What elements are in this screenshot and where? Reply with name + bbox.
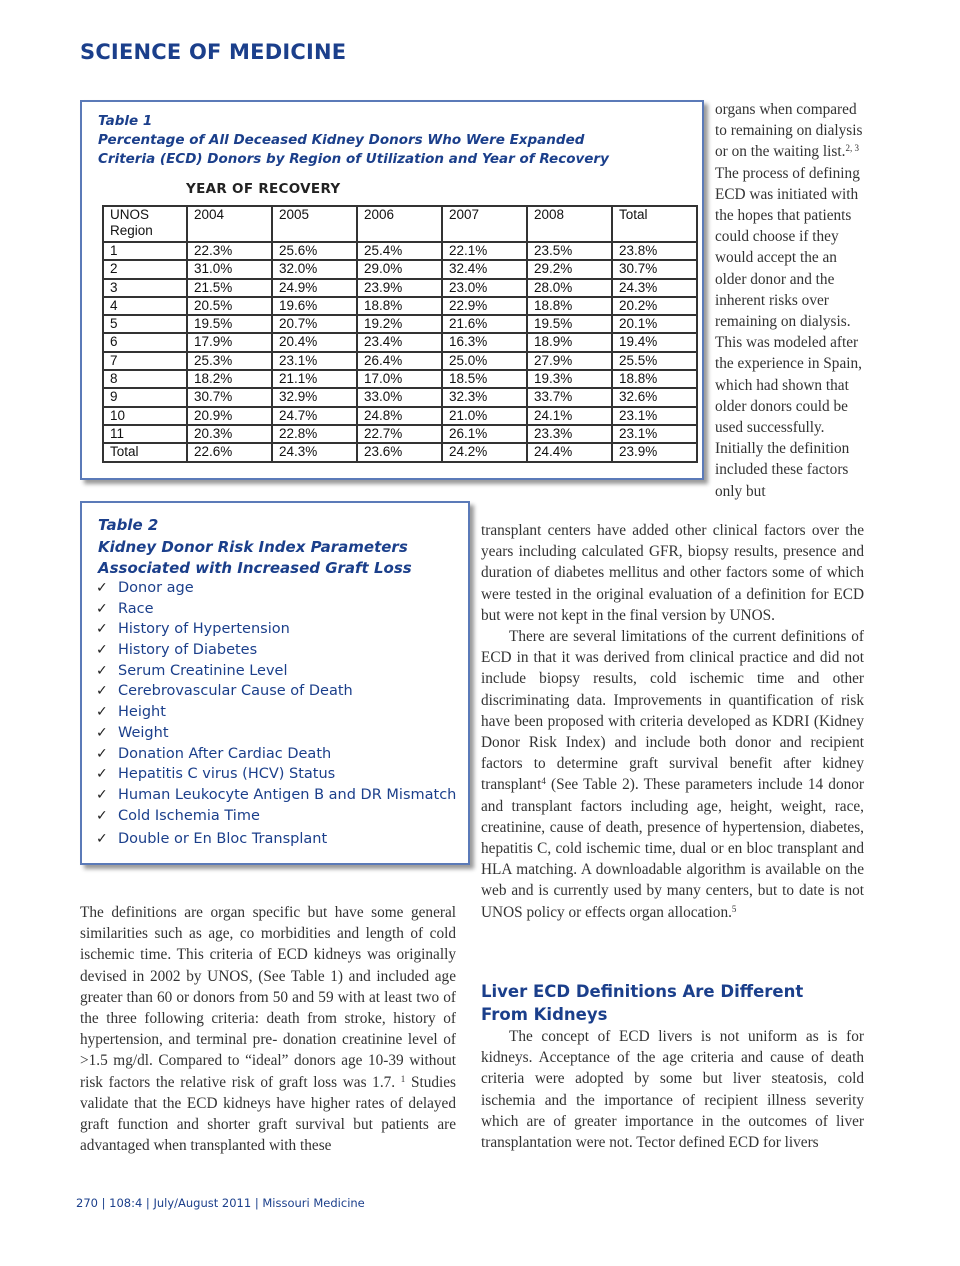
percentage-cell: 24.3% [612, 279, 697, 297]
liver-section-heading [481, 980, 803, 1026]
percentage-cell: 28.0% [527, 279, 612, 297]
table1-box [80, 100, 704, 480]
left-column-text [80, 902, 456, 1156]
table-row [103, 407, 697, 425]
table-row [103, 388, 697, 406]
region-cell: 8 [103, 370, 187, 388]
table-row [103, 333, 697, 351]
percentage-cell: 23.6% [357, 443, 442, 461]
percentage-cell: 19.3% [527, 370, 612, 388]
percentage-cell: 20.5% [187, 297, 272, 315]
risk-parameter-label: Double or En Bloc Transplant [118, 831, 328, 848]
percentage-cell: 24.4% [527, 443, 612, 461]
region-cell: 6 [103, 333, 187, 351]
ref-superscript: 1 [400, 1073, 406, 1084]
percentage-cell: 25.3% [187, 352, 272, 370]
paragraph-text: The definitions are organ specific but have some general similarities such as age, co morbidities and length of cold ischemic time. This criteria of ECD kidneys was originally devised in 2002 by UNOS, (See Table 1) and included age greater than 60 or donors from 50 and 59 with at least two of the three following criteria: death from stroke, history of hypertension, and terminal pre- donation creatinine level of >1.5 mg/dl. Compared to “ideal” donors age 10-39 without risk factors the relative risk of graft loss was 1.7. [80, 904, 456, 1091]
table2-box [80, 501, 470, 865]
col-header-region-line1: UNOS [110, 207, 150, 222]
risk-parameter-item [96, 723, 456, 744]
col-header: 2005 [272, 206, 357, 242]
checkmark-icon: ✓ [96, 745, 108, 762]
percentage-cell: 24.2% [442, 443, 527, 461]
risk-parameter-item [96, 640, 456, 661]
percentage-cell: 33.0% [357, 388, 442, 406]
paragraph-text: Studies validate that the ECD kidneys have higher rates of delayed graft function and shorter graft survival but patients are advantaged when transplanted with these [80, 1073, 457, 1155]
percentage-cell: 31.0% [187, 260, 272, 278]
region-cell: 9 [103, 388, 187, 406]
ref-superscript: 5 [731, 903, 737, 914]
risk-parameter-label: Donor age [118, 580, 194, 596]
risk-parameter-label: Race [118, 600, 154, 617]
percentage-cell: 20.2% [612, 297, 697, 315]
percentage-cell: 22.7% [357, 425, 442, 443]
percentage-cell: 25.4% [357, 242, 442, 260]
percentage-cell: 29.0% [357, 260, 442, 278]
percentage-cell: 24.3% [272, 443, 357, 461]
region-cell: 7 [103, 352, 187, 370]
paragraph-text: (See Table 2). These parameters include 14 donor and transplant factors including age, height, weight, race, creatinine, cause of death, presence of hypertension, diabetes, hepatitis C, cold ischemic time, dual or en bloc transplant and HLA matching. A downloadable algorithm is available on the web and is currently used by many centers, but to date is not UNOS policy or effects organ allocation. [481, 776, 864, 921]
risk-parameter-label: Serum Creatinine Level [118, 662, 288, 679]
percentage-cell: 18.8% [527, 297, 612, 315]
checkmark-icon: ✓ [96, 724, 108, 741]
risk-parameter-item [96, 578, 456, 599]
table-row [103, 297, 697, 315]
risk-parameter-item [96, 806, 456, 827]
percentage-cell: 26.1% [442, 425, 527, 443]
percentage-cell: 17.0% [357, 370, 442, 388]
risk-parameter-label: Weight [118, 724, 169, 741]
table-row [103, 315, 697, 333]
risk-parameter-label: Cerebrovascular Cause of Death [118, 683, 353, 700]
page-footer: 270 | 108:4 | July/August 2011 | Missouri Medicine [76, 1196, 365, 1210]
percentage-cell: 23.3% [527, 425, 612, 443]
table2-caption [98, 515, 412, 580]
risk-parameter-label: History of Diabetes [118, 642, 258, 659]
risk-parameter-list [96, 578, 456, 850]
table1-caption [98, 112, 609, 169]
percentage-cell: 32.0% [272, 260, 357, 278]
checkmark-icon: ✓ [96, 807, 108, 824]
liver-heading-line2: From Kidneys [481, 1005, 608, 1024]
percentage-cell: 23.0% [442, 279, 527, 297]
percentage-cell: 18.2% [187, 370, 272, 388]
percentage-cell: 19.4% [612, 333, 697, 351]
risk-parameter-item [96, 619, 456, 640]
percentage-cell: 33.7% [527, 388, 612, 406]
percentage-cell: 21.5% [187, 279, 272, 297]
percentage-cell: 24.1% [527, 407, 612, 425]
table1-title-line2: Criteria (ECD) Donors by Region of Utilization and Year of Recovery [98, 151, 609, 167]
risk-parameter-item [96, 599, 456, 620]
percentage-cell: 20.1% [612, 315, 697, 333]
paragraph-text: There are several limitations of the current definitions of ECD in that it was derived from clinical practice and did not include biopsy results, cold ischemic time and other discriminating data. Improvements in quantification of risk have been proposed with criteria developed as KDRI (Kidney Donor Risk Index) and include both donor and recipient factors to determine graft survival benefit after kidney transplant [481, 628, 864, 794]
percentage-cell: 18.8% [612, 370, 697, 388]
percentage-cell: 23.9% [357, 279, 442, 297]
risk-parameter-item [96, 744, 456, 765]
percentage-cell: 18.8% [357, 297, 442, 315]
checkmark-icon: ✓ [96, 766, 108, 783]
table1-label: Table 1 [98, 113, 153, 129]
percentage-cell: 19.5% [187, 315, 272, 333]
col-header: 2008 [527, 206, 612, 242]
right-column-text [481, 520, 864, 923]
percentage-cell: 23.5% [527, 242, 612, 260]
percentage-cell: 21.0% [442, 407, 527, 425]
ref-superscript: 4 [541, 776, 546, 787]
percentage-cell: 22.6% [187, 443, 272, 461]
percentage-cell: 32.4% [442, 260, 527, 278]
percentage-cell: 18.9% [527, 333, 612, 351]
checkmark-icon: ✓ [96, 621, 108, 638]
right-top-text-continued: The process of defining ECD was initiated with the hopes that patients could choose if they would accept the an older donor and the inherent risks over remaining on dialysis. This was modeled after the experience in Spain, which had shown that older donors could be used successfully. Initially the definition included these factors only but [715, 164, 862, 500]
percentage-cell: 24.9% [272, 279, 357, 297]
percentage-cell: 20.9% [187, 407, 272, 425]
risk-parameter-label: Hepatitis C virus (HCV) Status [118, 766, 336, 783]
table-row [103, 242, 697, 260]
table-row [103, 443, 697, 461]
risk-parameter-label: Human Leukocyte Antigen B and DR Mismatch [118, 786, 457, 803]
risk-parameter-label: Cold Ischemia Time [118, 807, 260, 824]
percentage-cell: 32.3% [442, 388, 527, 406]
percentage-cell: 16.3% [442, 333, 527, 351]
percentage-cell: 32.6% [612, 388, 697, 406]
risk-parameter-item [96, 661, 456, 682]
percentage-cell: 21.1% [272, 370, 357, 388]
table2-title-line2: Associated with Increased Graft Loss [98, 559, 412, 577]
table-header-row [103, 206, 697, 242]
col-header: Total [612, 206, 697, 242]
paragraph: transplant centers have added other clinical factors over the years including calculated GFR, biopsy results, presence and duration of diabetes mellitus and other factors some of which were tested in the original evaluation of a definition for ECD but were not kept in the final version by UNOS. [481, 522, 864, 624]
section-header: SCIENCE OF MEDICINE [80, 40, 347, 64]
percentage-cell: 23.1% [612, 425, 697, 443]
liver-heading-line1: Liver ECD Definitions Are Different [481, 982, 804, 1001]
percentage-cell: 20.4% [272, 333, 357, 351]
percentage-cell: 19.5% [527, 315, 612, 333]
year-of-recovery-heading: YEAR OF RECOVERY [186, 181, 341, 197]
paragraph [481, 626, 864, 923]
percentage-cell: 24.8% [357, 407, 442, 425]
risk-parameter-item [96, 681, 456, 702]
checkmark-icon: ✓ [96, 662, 108, 679]
table-row [103, 370, 697, 388]
percentage-cell: 22.9% [442, 297, 527, 315]
liver-section-text [481, 1026, 864, 1153]
percentage-cell: 22.3% [187, 242, 272, 260]
checkmark-icon: ✓ [96, 831, 108, 848]
percentage-cell: 25.0% [442, 352, 527, 370]
percentage-cell: 30.7% [612, 260, 697, 278]
percentage-cell: 32.9% [272, 388, 357, 406]
percentage-cell: 18.5% [442, 370, 527, 388]
percentage-cell: 22.1% [442, 242, 527, 260]
table-row [103, 352, 697, 370]
risk-parameter-item [96, 785, 456, 806]
percentage-cell: 19.2% [357, 315, 442, 333]
right-top-text: organs when compared to remaining on dialysis or on the waiting list. [715, 101, 863, 161]
risk-parameter-item [96, 764, 456, 785]
percentage-cell: 17.9% [187, 333, 272, 351]
checkmark-icon: ✓ [96, 786, 108, 803]
table-row [103, 425, 697, 443]
region-cell: 10 [103, 407, 187, 425]
region-cell: 11 [103, 425, 187, 443]
table-row [103, 279, 697, 297]
ecd-table [102, 205, 698, 463]
percentage-cell: 25.6% [272, 242, 357, 260]
risk-parameter-item [96, 702, 456, 723]
table2-label: Table 2 [98, 516, 159, 534]
paragraph: The concept of ECD livers is not uniform as is for kidneys. Acceptance of the age criteria and cause of death criteria were adopted by some but liver steatosis, cold ischemia and the importance of recipient illness severity which are of greater importance in the outcomes of liver transplantation were not. Tector defined ECD for livers [481, 1028, 864, 1152]
checkmark-icon: ✓ [96, 642, 108, 659]
risk-parameter-label: History of Hypertension [118, 621, 290, 638]
checkmark-icon: ✓ [96, 683, 108, 700]
region-cell: 4 [103, 297, 187, 315]
percentage-cell: 19.6% [272, 297, 357, 315]
percentage-cell: 23.9% [612, 443, 697, 461]
right-column-top-text [715, 99, 865, 502]
percentage-cell: 20.3% [187, 425, 272, 443]
percentage-cell: 23.4% [357, 333, 442, 351]
region-cell: 1 [103, 242, 187, 260]
ref-superscript: 2, 3 [845, 143, 859, 154]
table-row [103, 260, 697, 278]
percentage-cell: 22.8% [272, 425, 357, 443]
col-header-region-line2: Region [110, 223, 153, 238]
risk-parameter-item [96, 829, 456, 850]
region-cell: 3 [103, 279, 187, 297]
col-header: 2004 [187, 206, 272, 242]
percentage-cell: 26.4% [357, 352, 442, 370]
percentage-cell: 24.7% [272, 407, 357, 425]
percentage-cell: 25.5% [612, 352, 697, 370]
percentage-cell: 23.8% [612, 242, 697, 260]
region-cell: 2 [103, 260, 187, 278]
percentage-cell: 23.1% [612, 407, 697, 425]
table1-title-line1: Percentage of All Deceased Kidney Donors Who Were Expanded [98, 132, 585, 148]
paragraph [80, 902, 456, 1156]
percentage-cell: 20.7% [272, 315, 357, 333]
region-cell: Total [103, 443, 187, 461]
col-header-region [103, 206, 187, 242]
risk-parameter-label: Donation After Cardiac Death [118, 745, 332, 762]
percentage-cell: 21.6% [442, 315, 527, 333]
checkmark-icon: ✓ [96, 580, 108, 596]
checkmark-icon: ✓ [96, 704, 108, 721]
table2-title-line1: Kidney Donor Risk Index Parameters [98, 537, 408, 556]
region-cell: 5 [103, 315, 187, 333]
checkmark-icon: ✓ [96, 600, 108, 617]
percentage-cell: 27.9% [527, 352, 612, 370]
col-header: 2007 [442, 206, 527, 242]
col-header: 2006 [357, 206, 442, 242]
risk-parameter-label: Height [118, 704, 166, 721]
percentage-cell: 29.2% [527, 260, 612, 278]
percentage-cell: 30.7% [187, 388, 272, 406]
percentage-cell: 23.1% [272, 352, 357, 370]
